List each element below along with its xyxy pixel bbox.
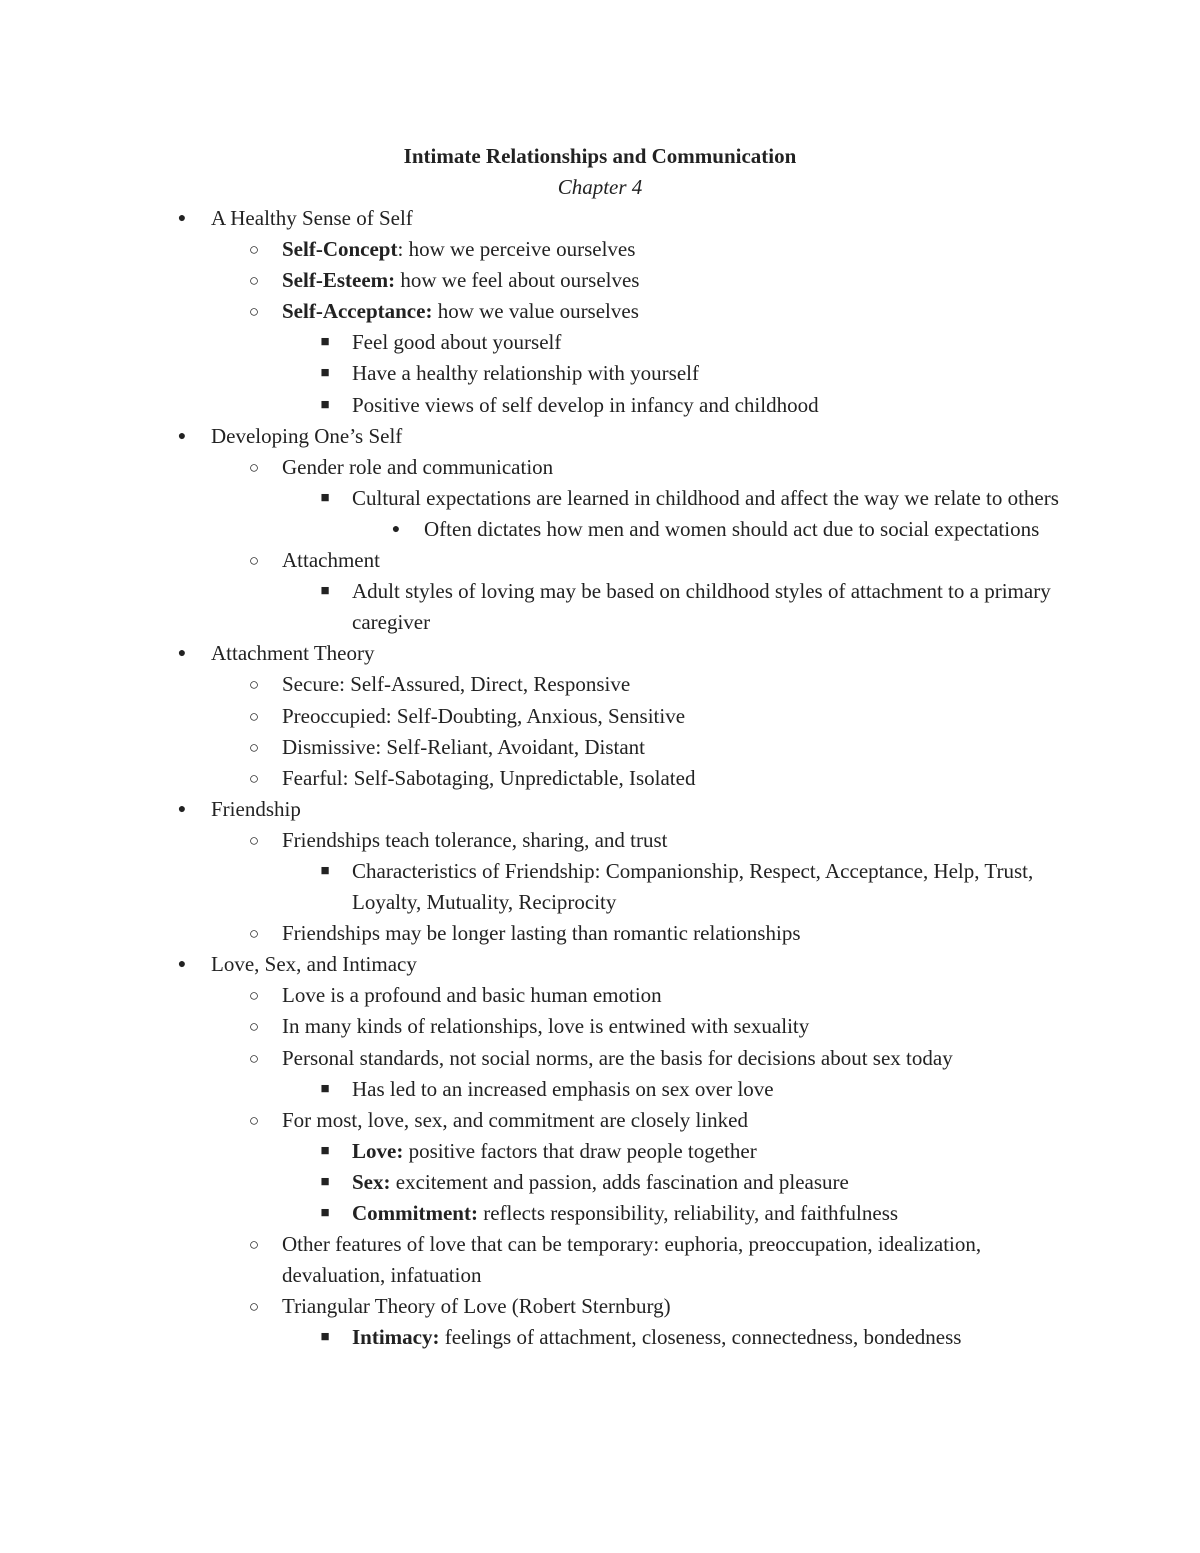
item-text: Preoccupied: Self-Doubting, Anxious, Sensitive	[282, 703, 686, 728]
bullet-icon: ■	[320, 1080, 330, 1097]
bullet-icon: ■	[320, 862, 330, 879]
bullet-icon: ○	[248, 768, 260, 788]
bullet-icon: ○	[248, 830, 260, 850]
list-item	[0, 1291, 1072, 1322]
item-text: Developing One’s Self	[211, 423, 403, 448]
bullet-icon: ●	[391, 521, 401, 537]
item-text: how we value ourselves	[432, 299, 639, 324]
list-item	[0, 918, 1072, 949]
key-term: Self-Acceptance:	[282, 299, 433, 324]
bullet-icon: ●	[177, 801, 187, 817]
bullet-icon: ○	[248, 1017, 260, 1037]
list-item	[0, 856, 1072, 918]
item-text: excitement and passion, adds fascination and pleasure	[390, 1169, 849, 1194]
list-item	[0, 327, 1072, 358]
list-item	[0, 1229, 1072, 1291]
item-text: Triangular Theory of Love (Robert Sternburg)	[282, 1294, 671, 1319]
bullet-icon: ■	[320, 396, 330, 413]
item-text: Cultural expectations are learned in childhood and affect the way we relate to others	[352, 485, 1059, 510]
bullet-icon: ●	[177, 211, 187, 226]
item-text: For most, love, sex, and commitment are closely linked	[282, 1107, 748, 1132]
outline-list	[0, 203, 1200, 1353]
item-text: positive factors that draw people together	[403, 1138, 757, 1163]
item-text: : how we perceive ourselves	[397, 237, 636, 262]
bullet-icon: ■	[320, 1329, 330, 1346]
list-item	[0, 358, 1072, 389]
item-text: Have a healthy relationship with yourself	[352, 361, 699, 386]
bullet-icon: ○	[248, 551, 260, 571]
item-text: Friendships teach tolerance, sharing, and trust	[282, 827, 668, 852]
bullet-icon: ●	[177, 428, 187, 444]
item-text: Positive views of self develop in infancy and childhood	[352, 392, 819, 417]
bullet-icon: ○	[248, 675, 260, 695]
bullet-icon: ○	[248, 302, 260, 322]
bullet-icon: ○	[248, 1297, 260, 1317]
bullet-icon: ■	[320, 1173, 330, 1190]
item-text: Adult styles of loving may be based on childhood styles of attachment to a primary caregiver	[352, 579, 1051, 635]
item-text: Love is a profound and basic human emotion	[282, 983, 662, 1008]
list-item	[0, 825, 1072, 856]
bullet-icon: ●	[177, 957, 187, 973]
page-title: Intimate Relationships and Communication	[403, 144, 797, 168]
bullet-icon: ○	[248, 271, 260, 291]
list-item	[0, 763, 1072, 794]
item-text: Secure: Self-Assured, Direct, Responsive	[282, 672, 631, 697]
bullet-icon: ○	[248, 1048, 260, 1068]
list-item	[0, 732, 1072, 763]
item-text: how we feel about ourselves	[395, 268, 640, 293]
list-item	[0, 421, 1071, 452]
list-item	[0, 1322, 1072, 1353]
item-text: Other features of love that can be temporary: euphoria, preoccupation, idealization, devaluation, infatuation	[282, 1232, 982, 1288]
item-text: In many kinds of relationships, love is entwined with sexuality	[282, 1014, 810, 1039]
item-text: Dismissive: Self-Reliant, Avoidant, Distant	[282, 734, 645, 759]
list-item	[0, 296, 1072, 327]
bullet-icon: ○	[248, 986, 260, 1006]
list-item	[0, 980, 1072, 1011]
list-item	[0, 949, 1071, 980]
list-item	[0, 1074, 1072, 1105]
bullet-icon: ●	[177, 646, 187, 662]
list-item	[0, 514, 1072, 545]
bullet-icon: ○	[248, 924, 260, 944]
chapter-subtitle: Chapter 4	[557, 175, 643, 199]
list-item	[0, 390, 1072, 421]
item-text: A Healthy Sense of Self	[211, 206, 413, 230]
bullet-icon: ○	[248, 457, 260, 477]
list-item	[0, 1167, 1072, 1198]
item-text: Friendship	[211, 796, 301, 821]
item-text: Attachment	[282, 548, 380, 573]
list-item	[0, 1198, 1072, 1229]
list-item	[0, 1105, 1072, 1136]
bullet-icon: ○	[248, 1235, 260, 1255]
item-text: reflects responsibility, reliability, and faithfulness	[477, 1201, 899, 1225]
item-text: Has led to an increased emphasis on sex over love	[352, 1076, 774, 1101]
item-text: Gender role and communication	[282, 454, 554, 479]
item-text: Friendships may be longer lasting than romantic relationships	[282, 921, 801, 946]
list-item	[0, 234, 1072, 265]
key-term: Self-Esteem:	[282, 268, 396, 293]
list-item	[0, 545, 1072, 576]
key-term: Sex:	[352, 1169, 391, 1194]
item-text: Often dictates how men and women should act due to social expectations	[424, 516, 1040, 541]
item-text: Fearful: Self-Sabotaging, Unpredictable, Isolated	[282, 765, 696, 790]
list-item	[0, 794, 1071, 825]
list-item	[0, 483, 1072, 514]
item-text: Characteristics of Friendship: Companionship, Respect, Acceptance, Help, Trust, Loyalty, Mutuality, Reciprocity	[352, 858, 1034, 915]
list-item	[0, 669, 1072, 700]
bullet-icon: ■	[320, 1205, 330, 1221]
key-term: Commitment:	[352, 1201, 478, 1225]
item-text: Love, Sex, and Intimacy	[211, 952, 417, 977]
item-text: feelings of attachment, closeness, connectedness, bondedness	[439, 1325, 962, 1350]
item-text: Personal standards, not social norms, are the basis for decisions about sex today	[282, 1045, 953, 1070]
list-item	[0, 638, 1071, 669]
bullet-icon: ■	[320, 489, 330, 506]
list-item	[0, 452, 1072, 483]
list-item	[0, 1043, 1072, 1074]
bullet-icon: ○	[248, 737, 260, 757]
list-item	[0, 265, 1072, 296]
key-term: Love:	[352, 1138, 404, 1163]
key-term: Self-Concept	[282, 237, 398, 262]
bullet-icon: ■	[320, 583, 330, 600]
bullet-icon: ■	[320, 334, 330, 351]
bullet-icon: ■	[320, 365, 330, 382]
item-text: Feel good about yourself	[352, 330, 562, 355]
list-item	[0, 203, 1071, 234]
list-item	[0, 1011, 1072, 1042]
item-text: Attachment Theory	[211, 641, 375, 666]
bullet-icon: ○	[248, 706, 260, 726]
key-term: Intimacy:	[352, 1325, 440, 1350]
list-item	[0, 1136, 1072, 1167]
bullet-icon: ○	[248, 240, 260, 260]
bullet-icon: ○	[248, 1110, 260, 1130]
list-item	[0, 701, 1072, 732]
bullet-icon: ■	[320, 1142, 330, 1159]
list-item	[0, 576, 1072, 638]
